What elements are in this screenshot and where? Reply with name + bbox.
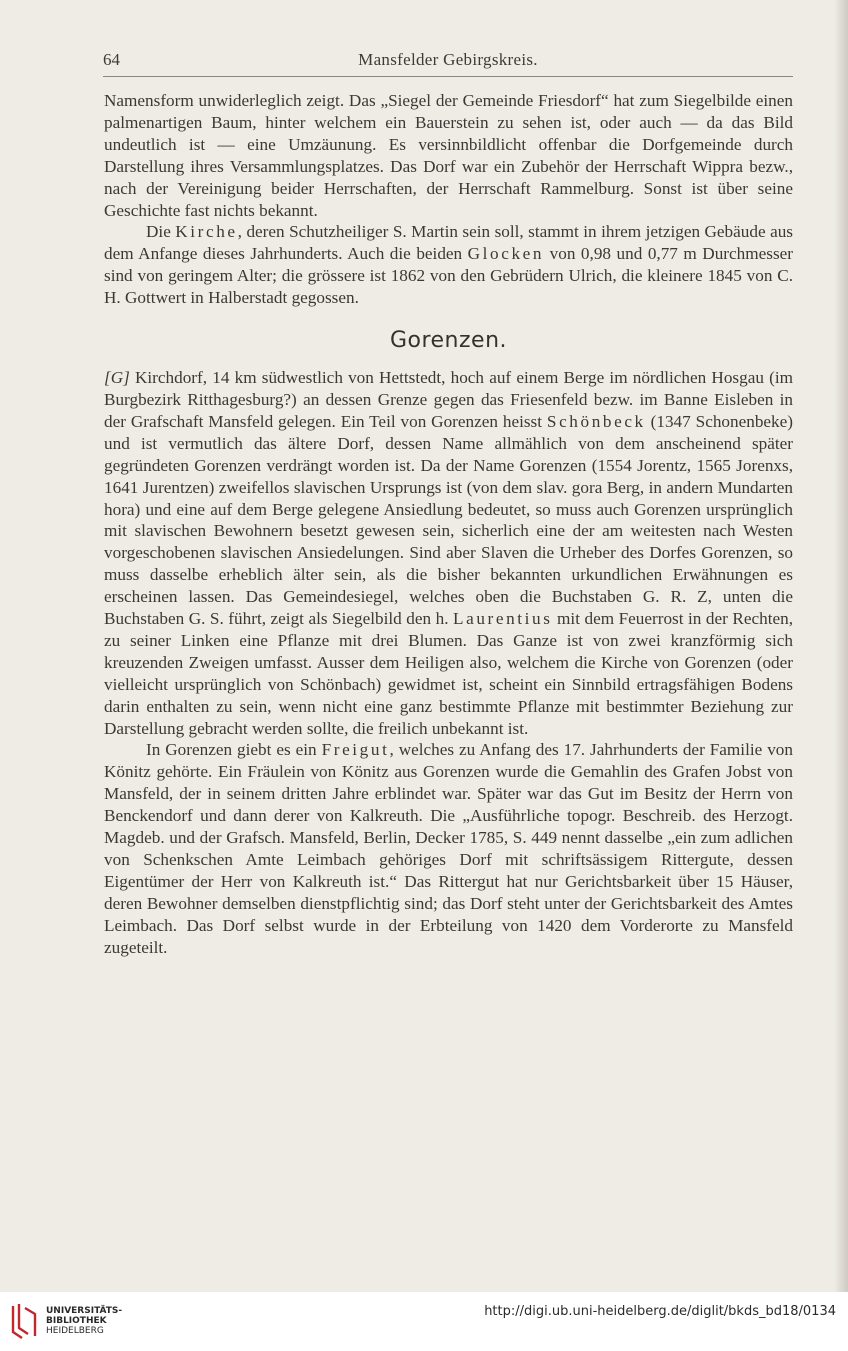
spaced-term-glocken: Glocken	[467, 244, 545, 264]
page-url-link[interactable]: http://digi.ub.uni-heidelberg.de/diglit/bkds_bd18/0134	[484, 1304, 836, 1319]
viewer-footer	[0, 1292, 848, 1351]
spaced-term-schoenbeck: Schönbeck	[546, 411, 646, 431]
spaced-term-freigut: Freigut	[321, 740, 390, 760]
library-name: UNIVERSITÄTS- BIBLIOTHEK HEIDELBERG	[46, 1306, 123, 1336]
page-number: 64	[103, 50, 120, 69]
paragraph-gorenzen-intro: [G] Kirchdorf, 14 km südwestlich von Hettstedt, hoch auf einem Berge im nördlichen Hosgau (im Burgbezirk Ritthagesburg?) an dessen Grenze gegen das Friesenfeld bezw. im Banne Eisleben in der Grafschaft Mansfeld gelegen. Ein Teil von Gorenzen heisst Schönbeck (1347 Schonenbeke) und ist vermutlich das ältere Dorf, dessen Name allmählich von dem anscheinend später gegründeten Gorenzen verdrängt worden ist. Da der Name Gorenzen (1554 Jorentz, 1565 Jorenxs, 1641 Jurentzen) zweifellos slavischen Ursprungs ist (von dem slav. gora Berg, in andern Mundarten hora) und eine auf dem Berge gelegene Ansiedlung bedeutet, so muss auch Gorenzen ursprünglich mit slavischen Bewohnern besetzt gewesen sein, sicherlich eine der am weitesten nach Westen vorgeschobenen slavischen Ansiedelungen. Sind aber Slaven die Urheber des Dorfes Gorenzen, so muss dasselbe erheblich älter sein, als die bisher bekannten urkundlichen Erwähnungen es erscheinen lassen. Das Gemeindesiegel, welches oben die Buchstaben G. R. Z, unten die Buchstaben G. S. führt, zeigt als Siegelbild den h. Laurentius mit dem Feuerrost in der Rechten, zu seiner Linken eine Pflanze mit drei Blumen. Das Ganze ist von zwei kranzförmig sich kreuzenden Zweigen umfasst. Ausser dem Heiligen also, welchem die Kirche von Gorenzen (oder vielleicht ursprünglich von Schönbach) gewidmet ist, scheint ein Sinnbild ertragsfähigen Bodens darin enthalten zu sein, wenn nicht eine ganz bestimmte Pflanze mit bestimmter Beziehung zur Darstellung gebracht werden sollte, die freilich unbekannt ist.	[104, 368, 793, 738]
university-library-logo[interactable]	[9, 1302, 39, 1340]
paragraph-friesdorf-seal: Namensform unwiderleglich zeigt. Das „Siegel der Gemeinde Friesdorf“ hat zum Siegelbilde einen palmenartigen Baum, hinter welchem ein Bauerstein zu sehen ist, oder auch — da das Bild undeutlich ist — eine Umzäunung. Es versinnbildlicht offenbar die Dorfgemeinde durch Darstellung ihres Versammlungsplatzes. Das Dorf war ein Zubehör der Herrschaft Wippra bezw., nach der Vereinigung beider Herrschaften, der Herrschaft Rammelburg. Sonst ist über seine Geschichte fast nichts bekannt.	[104, 91, 793, 220]
running-title: Mansfelder Gebirgskreis.	[358, 50, 538, 69]
paragraph-freigut: In Gorenzen giebt es ein Freigut, welches zu Anfang des 17. Jahrhunderts der Familie von Könitz gehörte. Ein Fräulein von Könitz aus Gorenzen wurde die Gemahlin des Grafen Jobst von Mansfeld, der in seinem dritten Jahre erblindet war. Später war das Gut im Besitz der Herrn von Benckendorf und dann derer von Kalkreuth. Die „Ausführliche topogr. Beschreib. des Herzogt. Magdeb. und der Grafsch. Mansfeld, Berlin, Decker 1785, S. 449 nennt dasselbe „ein zum adlichen von Schenkschen Amte Leimbach gehöriges Dorf mit schriftsässigem Rittergute, dessen Eigentümer der Herr von Kalkreuth ist.“ Das Rittergut hat nur Gerichtsbarkeit über 15 Häuser, deren Bewohner demselben dienstpflichtig sind; das Dorf steht unter der Gerichtsbarkeit des Amtes Leimbach. Das Dorf selbst wurde in der Erbteilung von 1420 dem Vorderorte zu Mansfeld zugeteilt.	[104, 740, 793, 957]
spaced-term-laurentius: Laurentius	[453, 609, 553, 629]
page-header	[103, 50, 793, 74]
header-rule	[103, 76, 793, 77]
margin-mark: [G]	[104, 368, 130, 388]
page-body	[104, 90, 793, 959]
section-heading: Gorenzen.	[389, 328, 508, 354]
spaced-term-kirche: Kirche	[175, 222, 238, 242]
paragraph-kirche: Die Kirche, deren Schutzheiliger S. Martin sein soll, stammt in ihrem jetzigen Gebäude aus dem Anfange dieses Jahrhunderts. Auch die beiden Glocken von 0,98 und 0,77 m Durchmesser sind von geringem Alter; die grössere ist 1862 von den Gebrüdern Ulrich, die kleinere 1845 von C. H. Gottwert in Halberstadt gegossen.	[104, 222, 793, 308]
